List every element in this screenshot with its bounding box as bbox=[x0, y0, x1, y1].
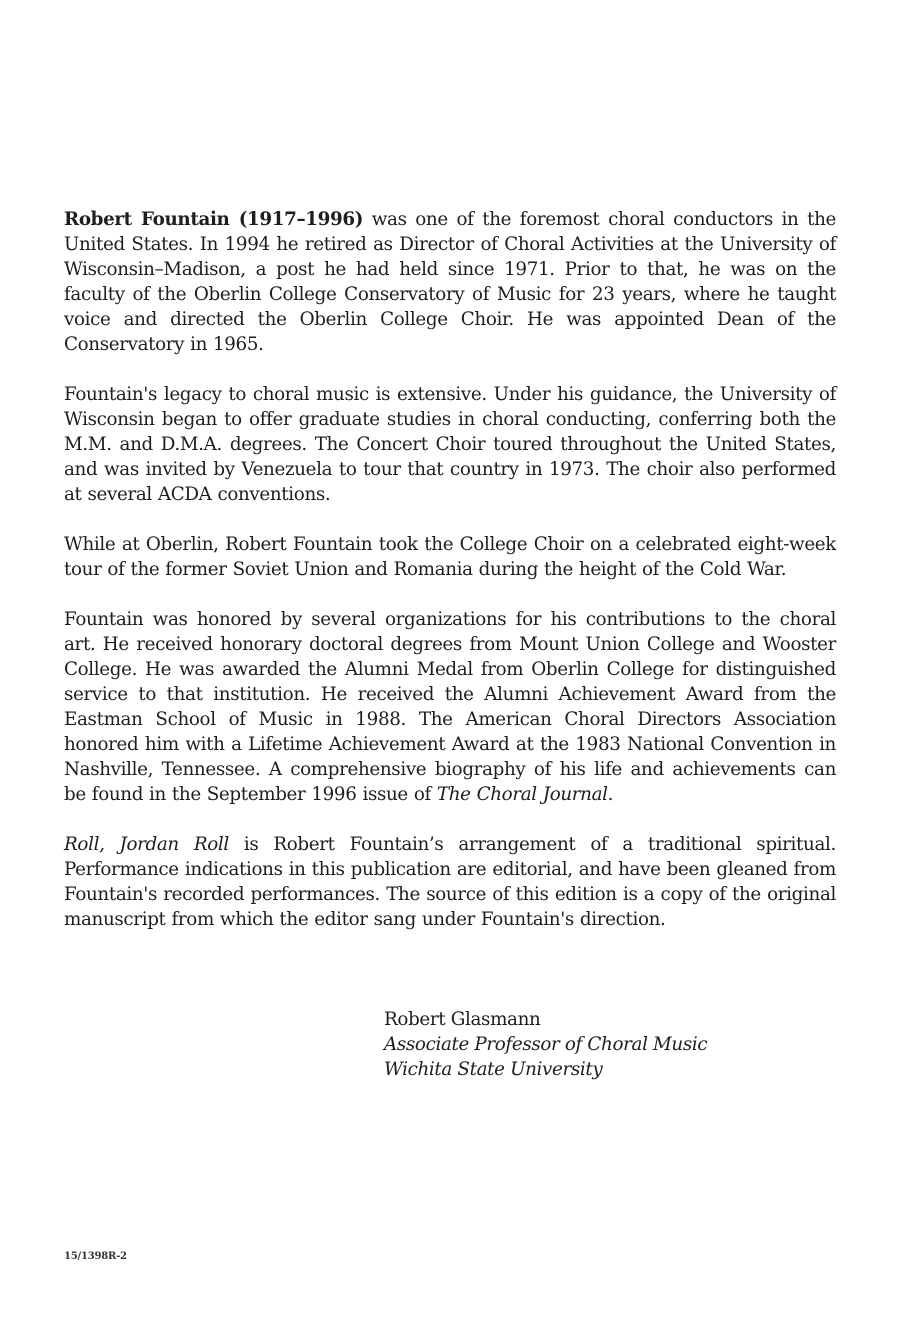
paragraph-intro-body: was one of the foremost choral conductors in the United States. In 1994 he retired as Director of Choral Activities at the University of Wisconsin–Madison, a post he had held since 1971. Prior to that, he was on the faculty of the Oberlin College Conservatory of Music for 23 years, where he taught voice and directed the Oberlin College Choir. He was appointed Dean of the Conservatory in 1965. bbox=[64, 209, 837, 355]
paragraph-legacy bbox=[64, 382, 836, 507]
paragraph-edition-note-body: is Robert Fountain’s arrangement of a traditional spiritual. Performance indications in this publication are editorial, and have been gleaned from Fountain's recorded performances. The source of this edition is a copy of the original manuscript from which the editor sang under Fountain's direction. bbox=[64, 834, 836, 930]
paragraph-intro bbox=[64, 207, 836, 357]
editor-title: Associate Professor of Choral Music bbox=[384, 1034, 708, 1055]
paragraph-oberlin-tour bbox=[64, 532, 836, 582]
paragraph-honors-body: Fountain was honored by several organizations for his contributions to the choral art. He received honorary doctoral degrees from Mount Union College and Wooster College. He was awarded the Alumni Medal from Oberlin College for distinguished service to that institution. He received the Alumni Achievement Award from the Eastman School of Music in 1988. The American Choral Directors Association honored him with a Lifetime Achievement Award at the 1983 National Convention in Nashville, Tennessee. A comprehensive biography of his life and achievements can be found in the September 1996 issue of bbox=[64, 609, 836, 805]
paragraph-oberlin-tour-body: While at Oberlin, Robert Fountain took the College Choir on a celebrated eight-week tour of the former Soviet Union and Romania during the height of the Cold War. bbox=[64, 534, 836, 580]
paragraph-legacy-body: Fountain's legacy to choral music is extensive. Under his guidance, the University of Wisconsin began to offer graduate studies in choral conducting, conferring both the M.M. and D.M.A. degrees. The Concert Choir toured throughout the United States, and was invited by Venezuela to tour that country in 1973. The choir also performed at several ACDA conventions. bbox=[64, 384, 836, 505]
name-and-dates: Robert Fountain (1917–1996) bbox=[64, 209, 364, 230]
paragraph-honors-end: . bbox=[607, 784, 614, 805]
biography-text bbox=[64, 207, 836, 950]
paragraph-edition-note bbox=[64, 832, 836, 932]
journal-title: The Choral Journal bbox=[436, 784, 608, 805]
editor-name: Robert Glasmann bbox=[384, 1009, 541, 1030]
editor-institution: Wichita State University bbox=[384, 1059, 603, 1080]
paragraph-honors bbox=[64, 607, 836, 807]
editor-signature-block bbox=[384, 1007, 707, 1082]
work-title: Roll, Jordan Roll bbox=[64, 834, 229, 855]
catalog-code: 15/1398R-2 bbox=[64, 1251, 127, 1262]
